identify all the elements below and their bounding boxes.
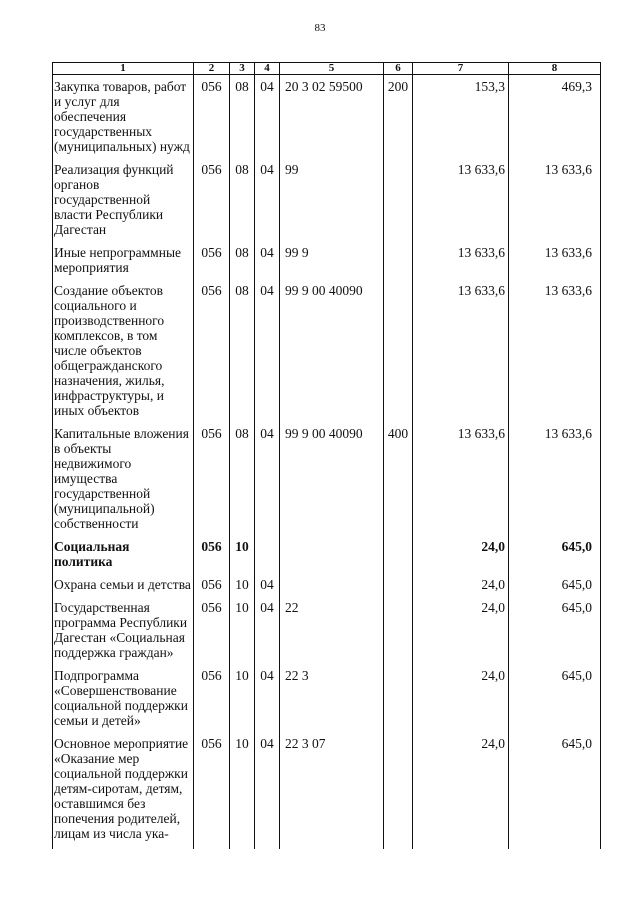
cell-target-article: 99 9 00 40090: [280, 426, 384, 531]
cell-amount-1: 13 633,6: [413, 245, 509, 275]
row-spacer: [53, 531, 601, 539]
cell-target-article: 22 3 07: [280, 736, 384, 841]
cell-section: 10: [230, 539, 255, 569]
cell-amount-1: 24,0: [413, 600, 509, 660]
column-header: 4: [255, 63, 280, 75]
cell-section: 10: [230, 577, 255, 592]
spacer-cell: [280, 418, 384, 426]
spacer-cell: [509, 531, 601, 539]
spacer-cell: [230, 728, 255, 736]
spacer-cell: [194, 660, 230, 668]
spacer-cell: [194, 418, 230, 426]
spacer-cell: [255, 728, 280, 736]
spacer-cell: [509, 841, 601, 849]
cell-subsection: [255, 539, 280, 569]
spacer-cell: [413, 728, 509, 736]
table-row: [53, 736, 601, 841]
spacer-cell: [384, 841, 413, 849]
spacer-cell: [230, 531, 255, 539]
spacer-cell: [280, 841, 384, 849]
spacer-cell: [255, 660, 280, 668]
spacer-cell: [413, 660, 509, 668]
spacer-cell: [280, 660, 384, 668]
spacer-cell: [194, 237, 230, 245]
spacer-cell: [230, 569, 255, 577]
row-spacer: [53, 660, 601, 668]
spacer-cell: [194, 569, 230, 577]
spacer-cell: [194, 592, 230, 600]
spacer-cell: [509, 154, 601, 162]
table-row: [53, 600, 601, 660]
table-row: [53, 283, 601, 418]
row-name: Создание объектов социального и производственного комплексов, в том числе объектов общегражданского назначения, жилья, инфраструктуры, и иных объектов: [53, 283, 194, 418]
spacer-cell: [53, 660, 194, 668]
cell-code-admin: 056: [194, 245, 230, 275]
spacer-cell: [384, 569, 413, 577]
cell-target-article: 99: [280, 162, 384, 237]
column-header: 6: [384, 63, 413, 75]
spacer-cell: [230, 592, 255, 600]
spacer-cell: [384, 418, 413, 426]
spacer-cell: [53, 418, 194, 426]
spacer-cell: [413, 275, 509, 283]
cell-code-admin: 056: [194, 577, 230, 592]
spacer-cell: [255, 237, 280, 245]
cell-target-article: [280, 577, 384, 592]
cell-subsection: 04: [255, 283, 280, 418]
row-spacer: [53, 154, 601, 162]
row-spacer: [53, 275, 601, 283]
cell-amount-2: 13 633,6: [509, 245, 601, 275]
spacer-cell: [413, 531, 509, 539]
spacer-cell: [255, 841, 280, 849]
cell-amount-2: 645,0: [509, 577, 601, 592]
spacer-cell: [255, 531, 280, 539]
spacer-cell: [280, 592, 384, 600]
row-name: Социальная политика: [53, 539, 194, 569]
spacer-cell: [230, 154, 255, 162]
spacer-cell: [255, 275, 280, 283]
cell-expense-type: 400: [384, 426, 413, 531]
spacer-cell: [255, 154, 280, 162]
cell-section: 08: [230, 162, 255, 237]
cell-amount-1: 13 633,6: [413, 162, 509, 237]
spacer-cell: [53, 531, 194, 539]
cell-code-admin: 056: [194, 75, 230, 155]
spacer-cell: [509, 275, 601, 283]
spacer-cell: [384, 728, 413, 736]
column-header: 8: [509, 63, 601, 75]
spacer-cell: [255, 592, 280, 600]
table-row: [53, 245, 601, 275]
cell-subsection: 04: [255, 426, 280, 531]
spacer-cell: [384, 660, 413, 668]
spacer-cell: [255, 569, 280, 577]
spacer-cell: [230, 418, 255, 426]
spacer-cell: [384, 275, 413, 283]
table-row: [53, 162, 601, 237]
cell-amount-2: 13 633,6: [509, 162, 601, 237]
cell-expense-type: [384, 668, 413, 728]
cell-amount-1: 13 633,6: [413, 426, 509, 531]
spacer-cell: [230, 237, 255, 245]
table-row: [53, 426, 601, 531]
spacer-cell: [255, 418, 280, 426]
cell-code-admin: 056: [194, 162, 230, 237]
spacer-cell: [509, 569, 601, 577]
cell-code-admin: 056: [194, 283, 230, 418]
cell-subsection: 04: [255, 668, 280, 728]
spacer-cell: [53, 154, 194, 162]
spacer-cell: [413, 569, 509, 577]
table-row: [53, 539, 601, 569]
cell-amount-2: 13 633,6: [509, 283, 601, 418]
column-header: 3: [230, 63, 255, 75]
cell-subsection: 04: [255, 600, 280, 660]
cell-amount-1: 13 633,6: [413, 283, 509, 418]
table-row: [53, 668, 601, 728]
cell-amount-2: 645,0: [509, 539, 601, 569]
cell-amount-2: 469,3: [509, 75, 601, 155]
cell-expense-type: [384, 283, 413, 418]
cell-section: 08: [230, 426, 255, 531]
cell-section: 08: [230, 75, 255, 155]
cell-amount-1: 24,0: [413, 668, 509, 728]
spacer-cell: [384, 531, 413, 539]
cell-target-article: 20 3 02 59500: [280, 75, 384, 155]
spacer-cell: [280, 237, 384, 245]
spacer-cell: [413, 418, 509, 426]
table-row: [53, 75, 601, 155]
cell-code-admin: 056: [194, 426, 230, 531]
spacer-cell: [194, 275, 230, 283]
spacer-cell: [413, 592, 509, 600]
spacer-cell: [194, 154, 230, 162]
spacer-cell: [53, 728, 194, 736]
cell-code-admin: 056: [194, 539, 230, 569]
column-header: 1: [53, 63, 194, 75]
cell-code-admin: 056: [194, 668, 230, 728]
spacer-cell: [509, 237, 601, 245]
cell-expense-type: [384, 539, 413, 569]
spacer-cell: [230, 275, 255, 283]
row-name: Государственная программа Республики Дагестан «Социальная поддержка граждан»: [53, 600, 194, 660]
cell-target-article: 99 9: [280, 245, 384, 275]
spacer-cell: [194, 728, 230, 736]
spacer-cell: [53, 569, 194, 577]
spacer-cell: [53, 275, 194, 283]
cell-target-article: 22 3: [280, 668, 384, 728]
spacer-cell: [413, 154, 509, 162]
spacer-cell: [280, 531, 384, 539]
cell-code-admin: 056: [194, 736, 230, 841]
spacer-cell: [413, 237, 509, 245]
row-name: Основное мероприятие «Оказание мер социальной поддержки детям-сиротам, детям, оставшимся без попечения родителей, лицам из числа ука-: [53, 736, 194, 841]
spacer-cell: [53, 592, 194, 600]
spacer-cell: [53, 237, 194, 245]
row-name: Закупка товаров, работ и услуг для обеспечения государственных (муниципальных) нужд: [53, 75, 194, 155]
spacer-cell: [509, 418, 601, 426]
cell-target-article: 22: [280, 600, 384, 660]
spacer-cell: [384, 237, 413, 245]
row-spacer: [53, 592, 601, 600]
spacer-cell: [509, 592, 601, 600]
cell-section: 10: [230, 736, 255, 841]
row-spacer: [53, 237, 601, 245]
cell-subsection: 04: [255, 245, 280, 275]
header-row: [53, 63, 601, 75]
page-number: 83: [314, 22, 326, 34]
cell-expense-type: [384, 736, 413, 841]
spacer-cell: [280, 569, 384, 577]
cell-target-article: 99 9 00 40090: [280, 283, 384, 418]
cell-section: 08: [230, 283, 255, 418]
cell-amount-2: 645,0: [509, 668, 601, 728]
table-row: [53, 577, 601, 592]
cell-subsection: 04: [255, 75, 280, 155]
cell-section: 10: [230, 668, 255, 728]
column-header: 5: [280, 63, 384, 75]
cell-amount-2: 13 633,6: [509, 426, 601, 531]
cell-section: 10: [230, 600, 255, 660]
cell-expense-type: 200: [384, 75, 413, 155]
row-name: Капитальные вложения в объекты недвижимого имущества государственной (муниципальной) собственности: [53, 426, 194, 531]
spacer-cell: [509, 660, 601, 668]
spacer-cell: [509, 728, 601, 736]
row-name: Охрана семьи и детства: [53, 577, 194, 592]
budget-table: [52, 62, 601, 849]
cell-expense-type: [384, 577, 413, 592]
spacer-cell: [413, 841, 509, 849]
row-spacer: [53, 841, 601, 849]
cell-section: 08: [230, 245, 255, 275]
spacer-cell: [230, 660, 255, 668]
cell-expense-type: [384, 162, 413, 237]
cell-amount-1: 24,0: [413, 539, 509, 569]
spacer-cell: [384, 592, 413, 600]
cell-subsection: 04: [255, 162, 280, 237]
cell-amount-2: 645,0: [509, 600, 601, 660]
spacer-cell: [230, 841, 255, 849]
cell-subsection: 04: [255, 736, 280, 841]
spacer-cell: [194, 531, 230, 539]
row-spacer: [53, 569, 601, 577]
row-name: Реализация функций органов государственной власти Республики Дагестан: [53, 162, 194, 237]
row-spacer: [53, 418, 601, 426]
row-name: Иные непрограммные мероприятия: [53, 245, 194, 275]
cell-amount-1: 24,0: [413, 577, 509, 592]
column-header: 7: [413, 63, 509, 75]
row-name: Подпрограмма «Совершенствование социальной поддержки семьи и детей»: [53, 668, 194, 728]
cell-subsection: 04: [255, 577, 280, 592]
spacer-cell: [384, 154, 413, 162]
cell-amount-1: 24,0: [413, 736, 509, 841]
cell-code-admin: 056: [194, 600, 230, 660]
column-header: 2: [194, 63, 230, 75]
cell-amount-2: 645,0: [509, 736, 601, 841]
row-spacer: [53, 728, 601, 736]
cell-amount-1: 153,3: [413, 75, 509, 155]
cell-expense-type: [384, 245, 413, 275]
cell-expense-type: [384, 600, 413, 660]
spacer-cell: [53, 841, 194, 849]
spacer-cell: [280, 728, 384, 736]
spacer-cell: [280, 275, 384, 283]
spacer-cell: [280, 154, 384, 162]
spacer-cell: [194, 841, 230, 849]
cell-target-article: [280, 539, 384, 569]
